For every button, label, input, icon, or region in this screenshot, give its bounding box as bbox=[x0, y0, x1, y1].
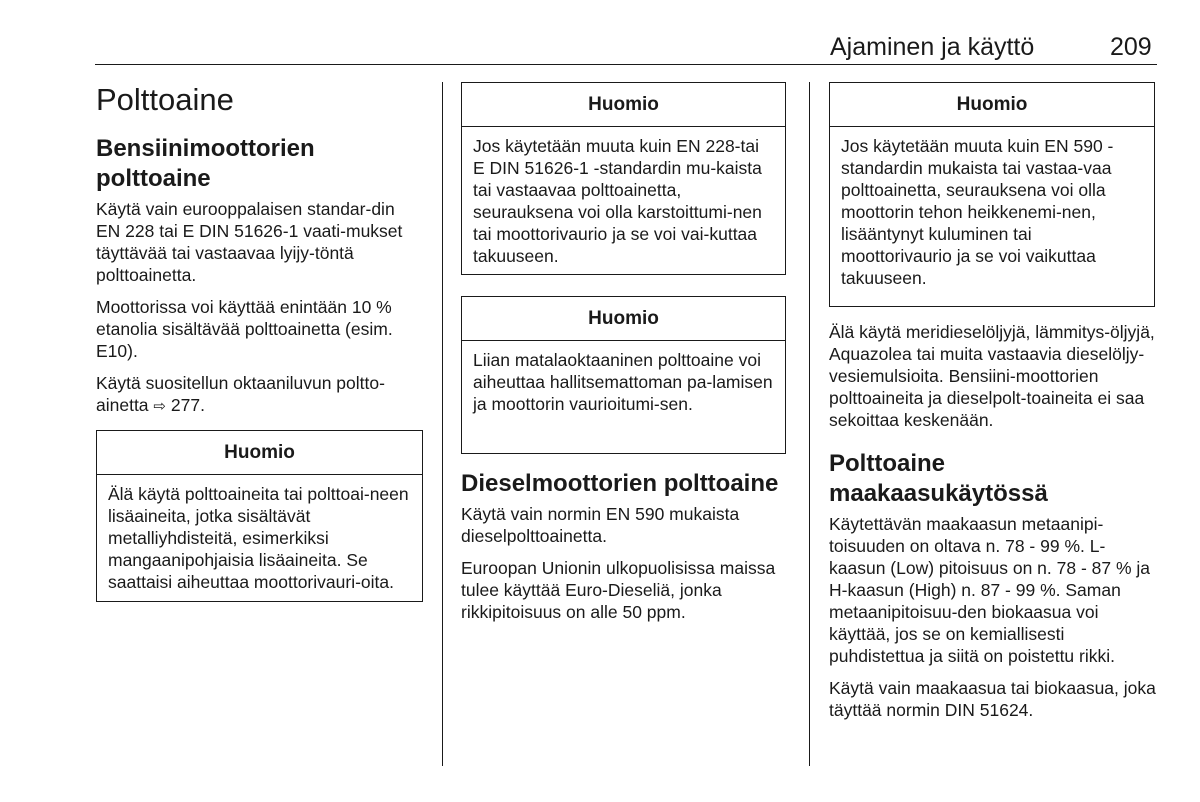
warning-note bbox=[461, 82, 786, 275]
note-text: Jos käytetään muuta kuin EN 590 -standardin mukaista tai vastaa-vaa polttoainetta, seurauksena voi olla moottorin tehon heikkenemi-nen, lisääntynyt kuluminen tai moottorivaurio ja se voi vaikuttaa takuuseen. bbox=[841, 136, 1114, 288]
paragraph-text: Käytä suositellun oktaaniluvun poltto-ainetta bbox=[96, 373, 385, 415]
header-title: Ajaminen ja käyttö bbox=[830, 33, 1035, 61]
section-heading-natural-gas: Polttoaine maakaasukäytössä bbox=[829, 450, 1048, 507]
paragraph: Älä käytä meridieselöljyjä, lämmitys-öljyjä, Aquazolea tai muita vastaavia dieselöljy-vesiemulsioita. Bensiini-moottorien polttoaineita ja dieselpolt-toaineita ei saa sekoittaa keskenään. bbox=[829, 322, 1155, 430]
column-divider-left bbox=[442, 82, 443, 766]
section-heading-petrol: Bensiinimoottorien polttoaine bbox=[96, 135, 315, 192]
paragraph: Euroopan Unionin ulkopuolisissa maissa tulee käyttää Euro-Dieseliä, jonka rikkipitoisuus on alle 50 ppm. bbox=[461, 558, 776, 622]
warning-note bbox=[829, 82, 1155, 307]
paragraph: Käytä vain eurooppalaisen standar-din EN 228 tai E DIN 51626-1 vaati-mukset täyttävää tai vastaavaa lyijy-töntä polttoainetta. bbox=[96, 199, 403, 285]
paragraph: Käytä vain normin EN 590 mukaista dieselpolttoainetta. bbox=[461, 504, 740, 546]
note-title: Huomio bbox=[462, 83, 785, 127]
warning-note bbox=[96, 430, 423, 602]
column-1 bbox=[96, 82, 426, 602]
paragraph: Käytettävän maakaasun metaanipi-toisuuden on oltava n. 78 - 99 %. L-kaasun (Low) pitoisuus on n. 78 - 87 % ja H-kaasun (High) n. 87 - 99 %. Saman metaanipitoisuu-den biokaasua voi käyttää, jos se on kemiallisesti puhdistettua ja siitä on poistettu rikki. bbox=[829, 514, 1151, 666]
column-2 bbox=[461, 82, 791, 633]
note-text: Liian matalaoktaaninen polttoaine voi aiheuttaa hallitsemattoman pa-lamisen ja moottorin vaurioitumi-sen. bbox=[473, 350, 773, 414]
paragraph: Käytä vain maakaasua tai biokaasua, joka täyttää normin DIN 51624. bbox=[829, 678, 1156, 720]
note-title: Huomio bbox=[462, 297, 785, 341]
note-title: Huomio bbox=[97, 431, 422, 475]
warning-note bbox=[461, 296, 786, 454]
note-title: Huomio bbox=[830, 83, 1154, 127]
note-text: Älä käytä polttoaineita tai polttoai-neen lisäaineita, jotka sisältävät metalliyhdisteitä, esimerkiksi mangaanipohjaisia lisäaineita. Se saattaisi aiheuttaa moottorivauri-oita. bbox=[108, 484, 409, 592]
note-text: Jos käytetään muuta kuin EN 228-tai E DIN 51626-1 -standardin mu-kaista tai vastaavaa polttoainetta, seurauksena voi olla karstoittumi-nen tai moottorivaurio ja se voi vai-kuttaa takuuseen. bbox=[473, 136, 762, 266]
paragraph: Moottorissa voi käyttää enintään 10 % etanolia sisältävää polttoainetta (esim. E10). bbox=[96, 297, 393, 361]
arrow-reference-icon: ⇨ bbox=[153, 398, 166, 415]
page-number: 209 bbox=[1110, 33, 1152, 61]
header-rule bbox=[95, 64, 1157, 65]
section-heading-diesel: Dieselmoottorien polttoaine bbox=[461, 470, 779, 497]
paragraph-octane bbox=[96, 372, 426, 418]
column-3 bbox=[829, 82, 1159, 731]
page-title: Polttoaine bbox=[96, 82, 234, 117]
column-divider-right bbox=[809, 82, 810, 766]
page-reference-link[interactable]: 277. bbox=[170, 395, 205, 415]
